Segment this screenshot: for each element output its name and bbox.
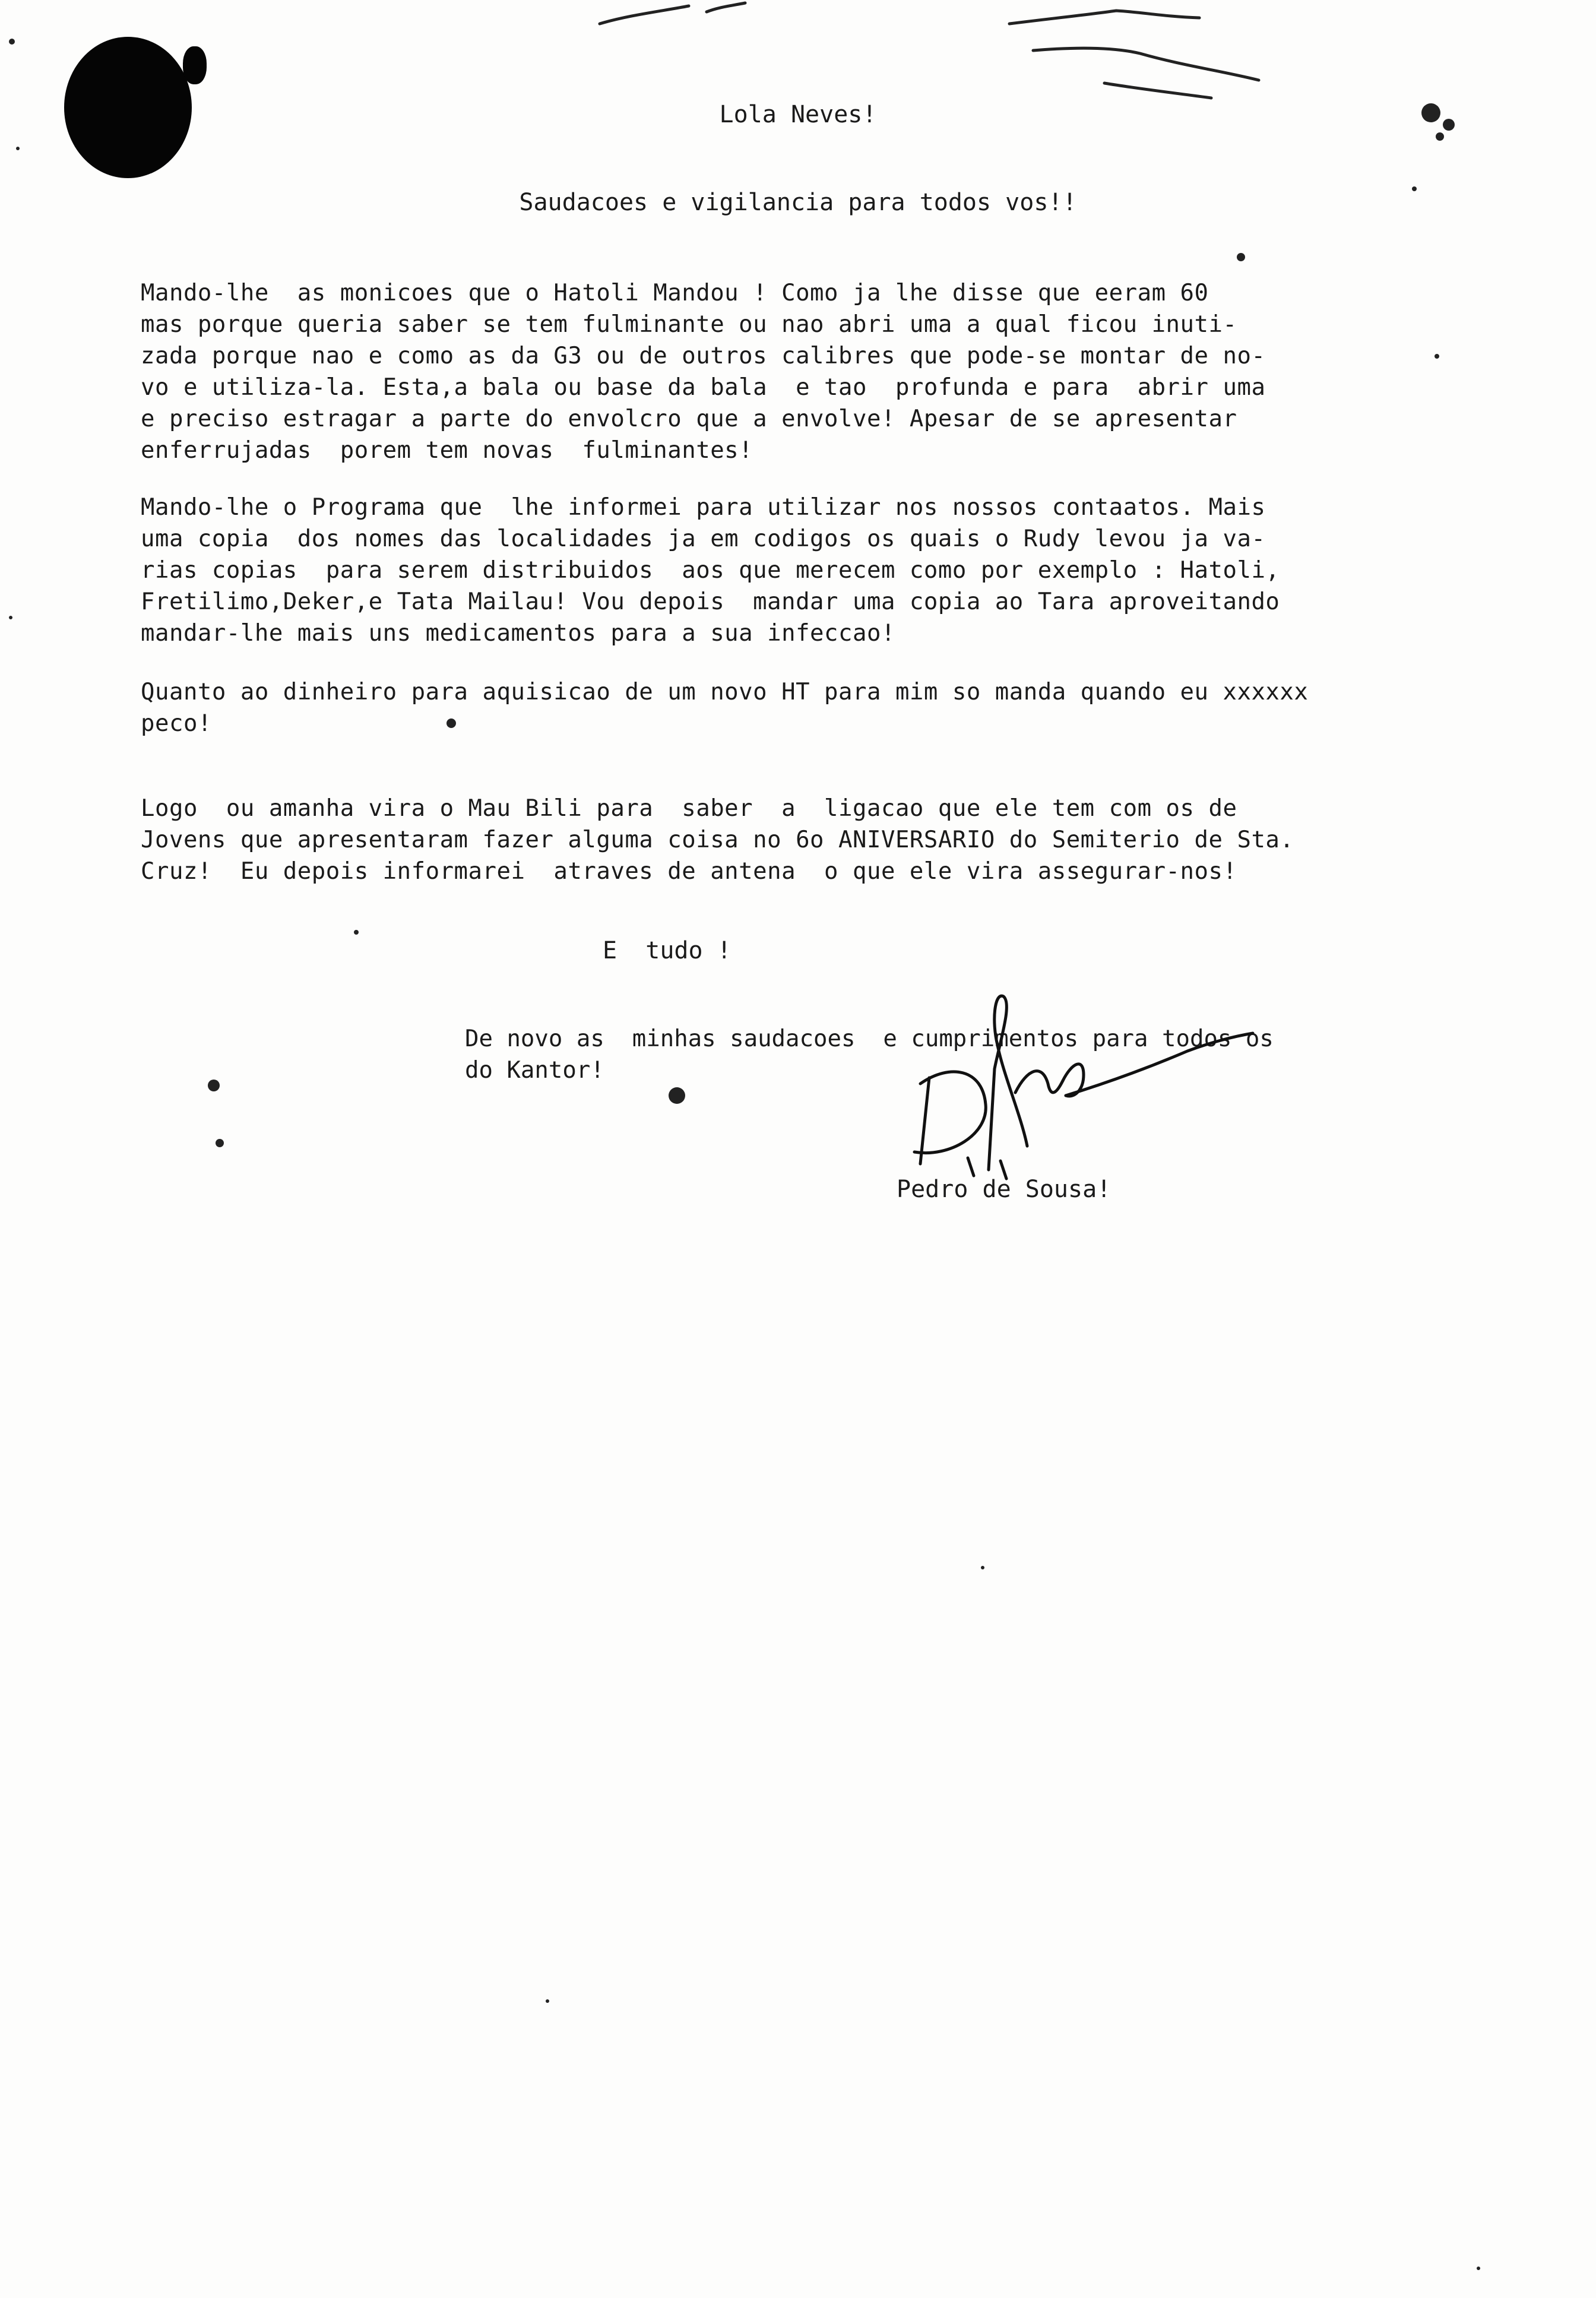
punch-hole-small: [183, 46, 207, 84]
signoff-line: do Kantor!: [465, 1057, 604, 1084]
greeting: Saudacoes e vigilancia para todos vos!!: [519, 189, 1077, 216]
closing: E tudo !: [603, 937, 732, 964]
body-line: e preciso estragar a parte do envolcro que a envolve! Apesar de se apresentar: [141, 406, 1237, 432]
body-line: Fretilimo,Deker,e Tata Mailau! Vou depois mandar uma copia ao Tara aproveitando: [141, 588, 1280, 615]
body-line: rias copias para serem distribuidos aos que merecem como por exemplo : Hatoli,: [141, 557, 1280, 584]
body-line: Quanto ao dinheiro para aquisicao de um novo HT para mim so manda quando eu xxxxxx: [141, 679, 1309, 705]
body-line: Logo ou amanha vira o Mau Bili para saber a ligacao que ele tem com os de: [141, 795, 1237, 822]
body-line: peco!: [141, 710, 212, 737]
salutation: Lola Neves!: [719, 101, 877, 128]
signer-name: Pedro de Sousa!: [897, 1176, 1112, 1203]
body-line: vo e utiliza-la. Esta,a bala ou base da bala e tao profunda e para abrir uma: [141, 374, 1266, 401]
handwritten-signature: [879, 980, 1265, 1182]
body-line: Mando-lhe o Programa que lhe informei para utilizar nos nossos contaatos. Mais: [141, 494, 1266, 521]
body-line: mandar-lhe mais uns medicamentos para a sua infeccao!: [141, 620, 895, 647]
body-line: uma copia dos nomes das localidades ja em codigos os quais o Rudy levou ja va-: [141, 526, 1266, 552]
body-line: Jovens que apresentaram fazer alguma coisa no 6o ANIVERSARIO do Semiterio de Sta.: [141, 827, 1294, 853]
body-line: mas porque queria saber se tem fulminante ou nao abri uma a qual ficou inuti-: [141, 311, 1237, 338]
body-line: Mando-lhe as monicoes que o Hatoli Mandou ! Como ja lhe disse que eeram 60: [141, 280, 1209, 306]
body-line: enferrujadas porem tem novas fulminantes!: [141, 437, 753, 464]
signoff-line: De novo as minhas saudacoes e cumprimentos para todos os: [465, 1025, 1274, 1052]
body-line: zada porque nao e como as da G3 ou de outros calibres que pode-se montar de no-: [141, 343, 1266, 369]
body-line: Cruz! Eu depois informarei atraves de antena o que ele vira assegurar-nos!: [141, 858, 1237, 885]
